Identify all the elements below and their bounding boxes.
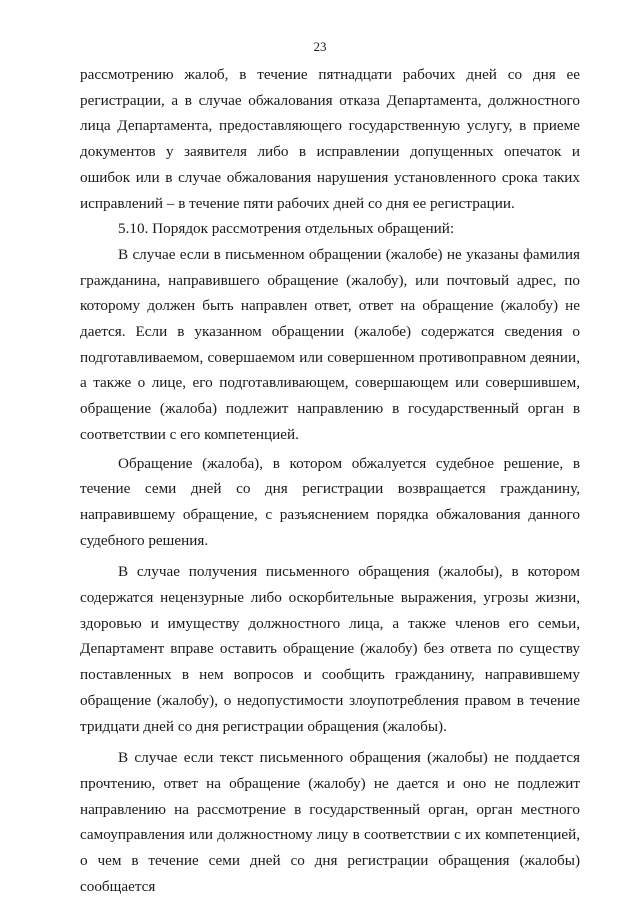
document-body	[80, 62, 580, 900]
paragraph-offensive-language: В случае получения письменного обращения (жалобы), в котором содержатся нецензурные либо оскорбительные выражения, угрозы жизни, здоровью и имуществу должностного лица, а также членов его семьи, Департамент вправе оставить обращение (жалобу) без ответа по существу поставленных в нем вопросов и сообщить гражданину, направившему обращение (жалобу), о недопустимости злоупотребления правом в течение тридцати дней со дня регистрации обращения (жалобы).	[80, 563, 580, 735]
paragraph-missing-name-or-address: В случае если в письменном обращении (жалобе) не указаны фамилия гражданина, направившего обращение (жалобу), или почтовый адрес, по которому должен быть направлен ответ, ответ на обращение (жалобу) не дается. Если в указанном обращении (жалобе) содержатся сведения о подготавливаемом, совершаемом или совершенном противоправном деянии, а также о лице, его подготавливающем, совершающем или совершившем, обращение (жалоба) подлежит направлению в государственный орган в соответствии с его компетенцией.	[80, 245, 580, 443]
paragraph-complaint-deadlines: рассмотрению жалоб, в течение пятнадцати рабочих дней со дня ее регистрации, а в случае обжалования отказа Департамента, должностного лица Департамента, предоставляющего государственную услугу, в приеме документов у заявителя либо в исправлении допущенных опечаток и ошибок или в случае обжалования нарушения установленного срока таких исправлений – в течение пяти рабочих дней со дня ее регистрации.	[80, 66, 580, 212]
page-number: 23	[313, 39, 327, 54]
paragraph-unreadable-text: В случае если текст письменного обращения (жалобы) не поддается прочтению, ответ на обращение (жалобу) не дается и оно не подлежит направлению на рассмотрение в государственный орган, орган местного самоуправления или должностному лицу в соответствии с их компетенцией, о чем в течение семи дней со дня регистрации обращения (жалобы) сообщается	[80, 749, 580, 895]
section-heading-5-10: 5.10. Порядок рассмотрения отдельных обращений:	[118, 220, 455, 238]
paragraph-court-decision-appeal: Обращение (жалоба), в котором обжалуется судебное решение, в течение семи дней со дня регистрации возвращается гражданину, направившему обращение, с разъяснением порядка обжалования данного судебного решения.	[80, 454, 580, 549]
